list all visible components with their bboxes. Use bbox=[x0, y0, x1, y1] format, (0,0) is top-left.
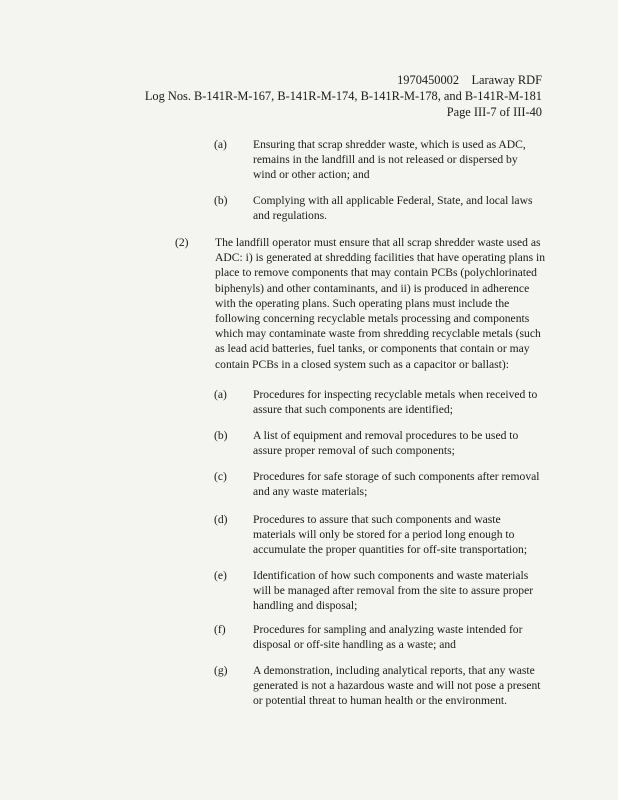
item-text: A list of equipment and removal procedures to be used to assure proper removal of such components; bbox=[253, 429, 519, 458]
item-text: A demonstration, including analytical reports, that any waste generated is not a hazardous waste and will not pose a present or potential threat to human health or the environment. bbox=[253, 664, 541, 708]
item-marker: (e) bbox=[214, 569, 227, 582]
item-marker: (d) bbox=[214, 513, 228, 526]
item-marker: (b) bbox=[214, 429, 228, 442]
item-marker: (a) bbox=[214, 388, 227, 401]
item-marker: (2) bbox=[175, 236, 189, 249]
header-id-facility: 1970450002 Laraway RDF bbox=[397, 73, 542, 87]
item-text: Ensuring that scrap shredder waste, which is used as ADC, remains in the landfill and is not released or dispersed by wind or other action; and bbox=[253, 138, 526, 182]
item-text: Procedures for sampling and analyzing waste intended for disposal or off-site handling as a waste; and bbox=[253, 623, 523, 652]
item-text: Procedures for inspecting recyclable metals when received to assure that such components are identified; bbox=[253, 388, 538, 417]
item-text: Procedures for safe storage of such components after removal and any waste materials; bbox=[253, 470, 540, 499]
header-log-numbers: Log Nos. B-141R-M-167, B-141R-M-174, B-141R-M-178, and B-141R-M-181 bbox=[144, 89, 542, 103]
item-text: Identification of how such components and waste materials will be managed after removal from the site to assure proper handling and disposal; bbox=[253, 569, 534, 613]
item-marker: (f) bbox=[214, 623, 226, 636]
item-marker: (a) bbox=[214, 138, 227, 151]
page-header bbox=[122, 72, 542, 120]
item-text: Complying with all applicable Federal, State, and local laws and regulations. bbox=[253, 194, 533, 223]
item-text: Procedures to assure that such components and waste materials will only be stored for a period long enough to accumulate the proper quantities for off-site transportation; bbox=[253, 513, 528, 557]
item-text: The landfill operator must ensure that all scrap shredder waste used as ADC: i) is generated at shredding facilities that have operating plans in place to remove components that may contain PCBs (polychlorinated biphenyls) and other contaminants, and ii) is produced in adherence with the operating plans. Such operating plans must include the following concerning recyclable metals processing and components which may contaminate waste from shredding recyclable metals (such as lead acid batteries, fuel tanks, or components that contain or may contain PCBs in a closed system such as a capacitor or ballast): bbox=[215, 236, 546, 371]
item-marker: (g) bbox=[214, 664, 228, 677]
item-marker: (b) bbox=[214, 194, 228, 207]
item-marker: (c) bbox=[214, 470, 227, 483]
header-page-number: Page III-7 of III-40 bbox=[446, 105, 542, 119]
